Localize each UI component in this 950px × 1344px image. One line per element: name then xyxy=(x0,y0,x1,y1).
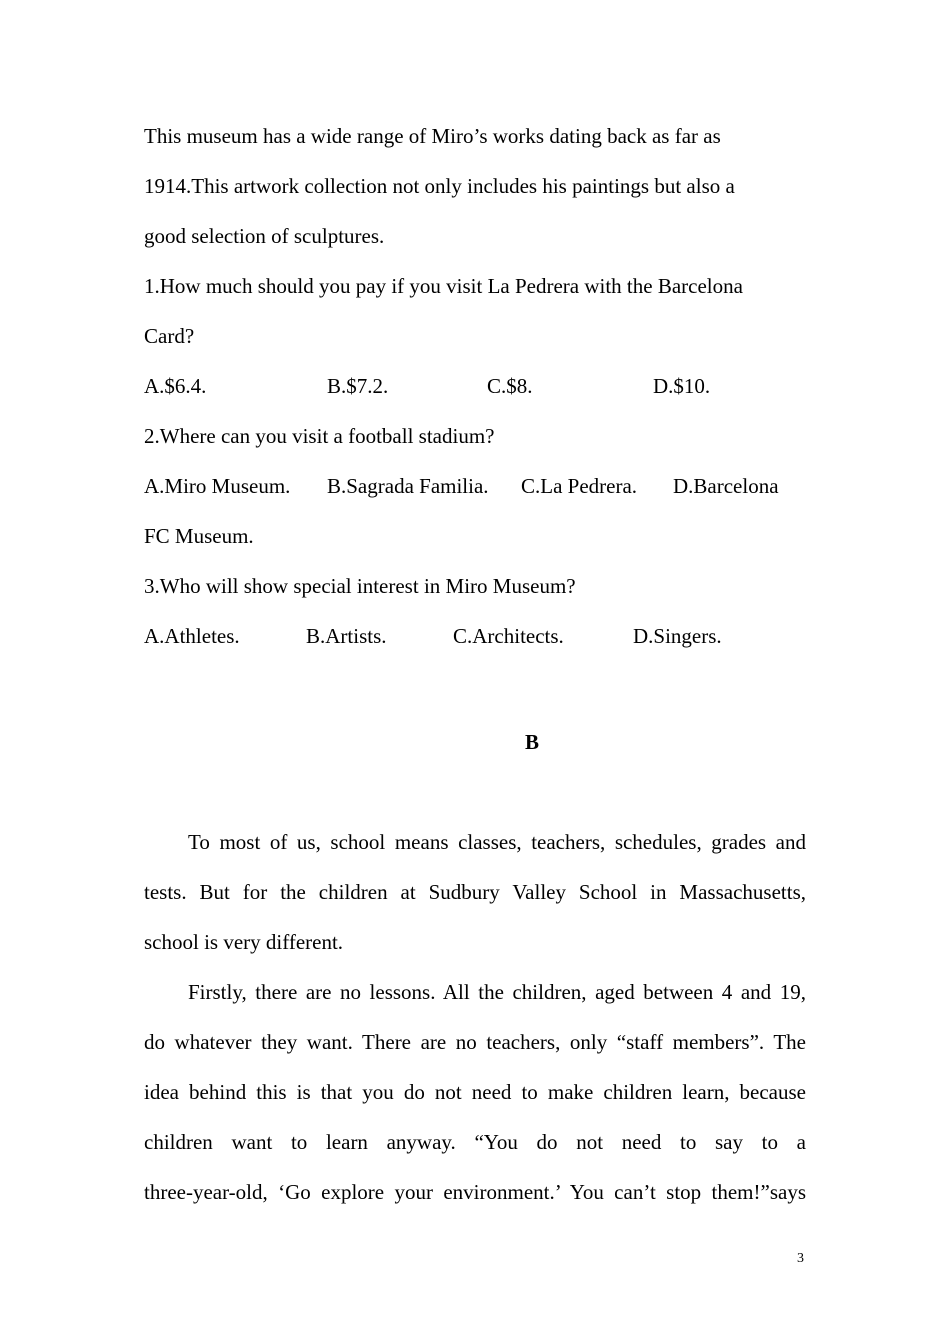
intro-line-2: 1914.This artwork collection not only includes his paintings but also a xyxy=(144,174,735,198)
intro-line-1: This museum has a wide range of Miro’s works dating back as far as xyxy=(144,124,721,148)
q3-option-b: B.Artists. xyxy=(306,624,387,648)
q1-option-a: A.$6.4. xyxy=(144,374,207,398)
para1-line-1: To most of us, school means classes, teachers, schedules, grades and xyxy=(188,830,806,854)
q3-option-d: D.Singers. xyxy=(633,624,722,648)
intro-line-3: good selection of sculptures. xyxy=(144,224,385,248)
q2-option-d: D.Barcelona xyxy=(673,474,779,498)
q1-option-b: B.$7.2. xyxy=(327,374,389,398)
para2-line-4: children want to learn anyway. “You do not need to say to a xyxy=(144,1130,806,1154)
para2-line-3: idea behind this is that you do not need to make children learn, because xyxy=(144,1080,806,1104)
question-3: 3.Who will show special interest in Miro Museum? xyxy=(144,574,576,598)
para2-line-1: Firstly, there are no lessons. All the children, aged between 4 and 19, xyxy=(188,980,806,1004)
question-1-line-2: Card? xyxy=(144,324,195,348)
q3-option-a: A.Athletes. xyxy=(144,624,240,648)
q1-option-c: C.$8. xyxy=(487,374,533,398)
q2-option-c: C.La Pedrera. xyxy=(521,474,638,498)
q3-option-c: C.Architects. xyxy=(453,624,564,648)
question-1-line-1: 1.How much should you pay if you visit La Pedrera with the Barcelona xyxy=(144,274,743,298)
para1-line-2: tests. But for the children at Sudbury Valley School in Massachusetts, xyxy=(144,880,806,904)
section-heading: B xyxy=(524,730,539,754)
q2-option-b: B.Sagrada Familia. xyxy=(327,474,489,498)
para2-line-5: three-year-old, ‘Go explore your environment.’ You can’t stop them!”says xyxy=(144,1180,806,1204)
para1-line-3: school is very different. xyxy=(144,930,344,954)
q2-option-a: A.Miro Museum. xyxy=(144,474,291,498)
q1-option-d: D.$10. xyxy=(653,374,711,398)
question-2: 2.Where can you visit a football stadium? xyxy=(144,424,495,448)
page-number: 3 xyxy=(797,1251,804,1266)
q2-option-d-wrap: FC Museum. xyxy=(144,524,254,548)
para2-line-2: do whatever they want. There are no teachers, only “staff members”. The xyxy=(144,1030,806,1054)
